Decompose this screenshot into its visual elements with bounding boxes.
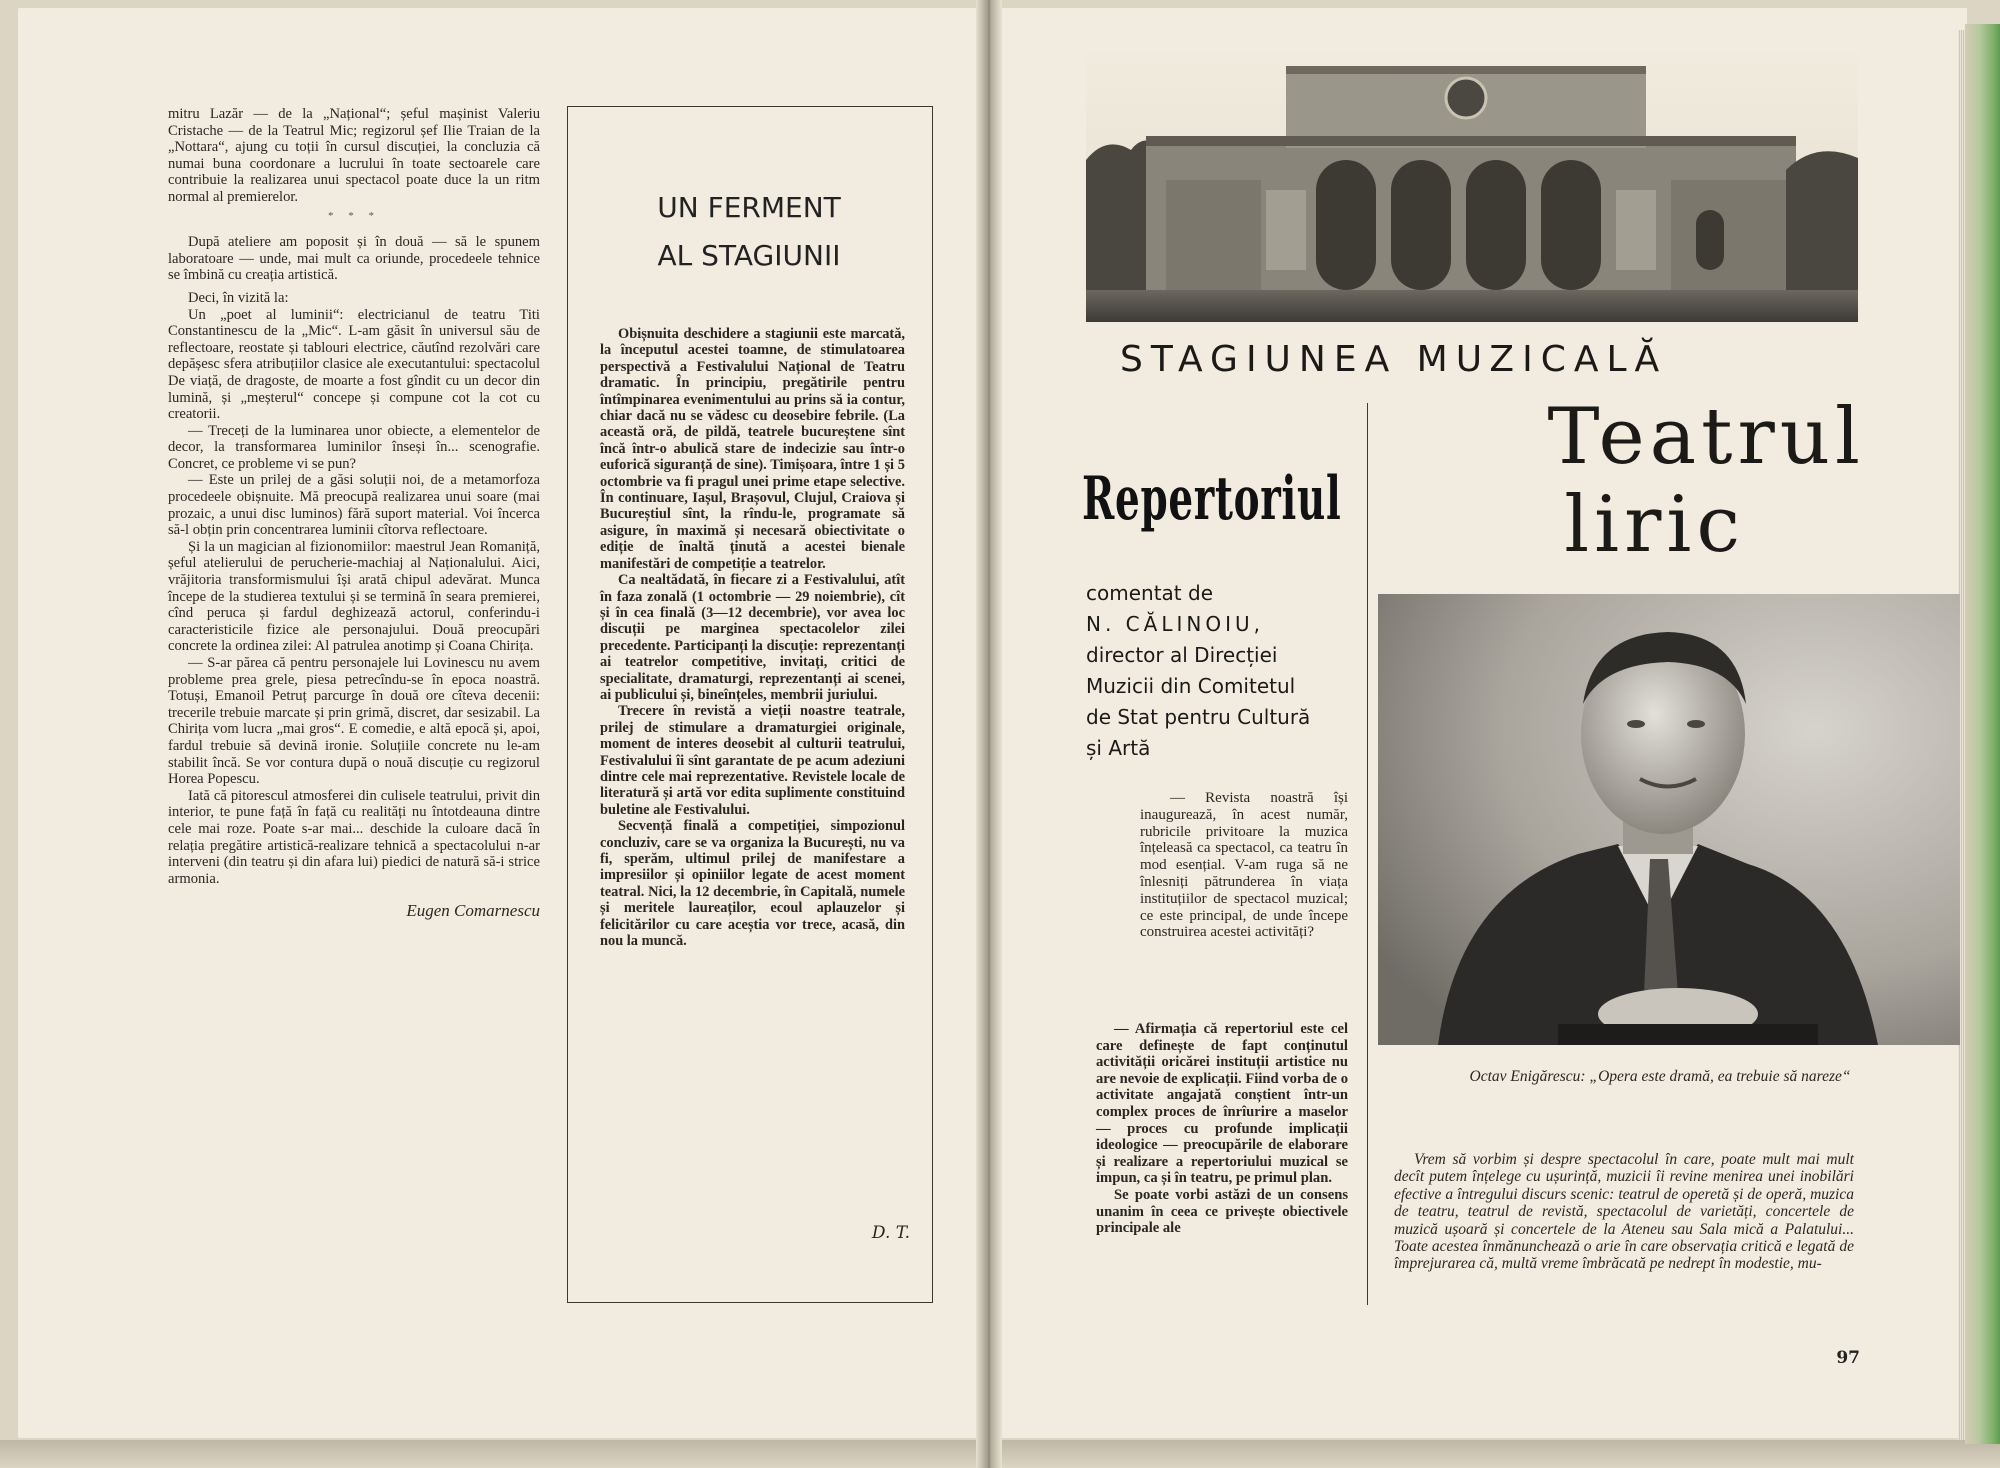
sidebar-signature: D. T. [871, 1223, 910, 1243]
sidebar-text [600, 326, 905, 949]
title-line2: liric [1564, 480, 1745, 570]
byline-line: de Stat pentru Cultură [1086, 705, 1311, 729]
paragraph: — Este un prilej de a găsi soluții noi, de a metamorfoza procedeele obișnuite. Mă preocupă realizarea unui soare (mai prozaic, a unui disc luminos) fără suport material. Voi încerca să-l obțin prin concentrarea luminii cîtorva reflectoare. [168, 472, 540, 539]
column-divider [1367, 403, 1368, 1305]
paragraph: — Afirmația că repertoriul este cel care definește de fapt conținutul activității oricărei instituții artistice nu are nevoie de explicații. Fiind vorba de o activitate angajată conștient într-un complex proces de înrîurire a maselor — proces cu profunde implicații ideologice — preocupările de elaborare și realizare a repertoriului muzical se impun, ca și în teatru, pe primul plan. [1096, 1021, 1348, 1187]
theatre-building-photo [1086, 40, 1858, 322]
paragraph: Obișnuita deschidere a stagiunii este marcată, la începutul acestei toamne, de stimulatoarea perspectivă a Festivalului Național de Teatru dramatic. În principiu, pregătirile pentru întîmpinarea evenimentului au prins să ia contur, chiar dacă nu se vădesc cu deosebire febrile. (La această oră, de pildă, teatrele bucureștene sînt încă într-o abulică stare de indecizie sau într-o euforică siguranță de sine). Timișoara, între 1 și 5 octombrie va fi pragul unei prime etape selective. În continuare, Iașul, Brașovul, Clujul, Craiova și Bucureștiul sînt, la rîndu-le, programate să asigure, în maximă și necesară obiectivitate o ediție de înaltă ținută a acestei bienale manifestări de competiție a teatrelor. [600, 326, 905, 572]
byline [1086, 578, 1366, 764]
byline-line: director al Direcției [1086, 643, 1278, 667]
sidebar-title-line1: UN FERMENT [657, 191, 841, 224]
paragraph: După ateliere am poposit și în două — să le spunem laboratoare — unde, mai mult ca oriunde, procedeele tehnice se îmbină cu creația artistică. [168, 234, 540, 284]
paragraph: Deci, în vizită la: [188, 289, 289, 306]
byline-line: Muzicii din Comitetul [1086, 674, 1296, 698]
section-kicker: STAGIUNEA MUZICALĂ [1120, 339, 1668, 380]
author-signature: Eugen Comarnescu [406, 901, 540, 921]
paragraph: Un „poet al luminii“: electricianul de teatru Titi Constantinescu de la „Mic“. L-am găsit în universul său de reflectoare, reostate și tablouri electrice, căutînd rezolvări care depășesc sfera atribuțiilor clasice ale executantului: spectacolul De viață, de dragoste, de moarte a fost gîndit cu un decor din lumină, și „meșterul“ concepe și compune cot la cot cu creatorii. [168, 306, 540, 423]
book-cover-edge [1965, 24, 2000, 1444]
portrait-photo [1378, 594, 1960, 1045]
interview-question [1140, 790, 1348, 941]
book-spine [976, 0, 1002, 1468]
paragraph: Vrem să vorbim și despre spectacolul în care, poate mult mai mult decît putem înțelege cu ușurință, muzicii îi revine menirea unei inobilări efective a întregului discurs scenic: teatrul de operetă și de operă, muzica de teatru, teatrul de revistă, spectacolul de varietăți, concertele de muzică ușoară și concertele de la Ateneu sau Sala mică a Palatului... Toate acestea înmănunchează o arie în care observația critică e legată de împrejurarea că, multă vreme îmbrăcată pe nedrept în modestie, mu- [1394, 1151, 1854, 1273]
paragraph: Trecere în revistă a vieții noastre teatrale, prilej de stimulare a dramaturgiei originale, moment de interes deosebit al culturii teatrului, Festivalului îi sînt garantate de pe acum adeziuni dintre cele mai reprezentative. Revistele locale de literatură și artă vor edita suplimente constituind buletine ale Festivalului. [600, 703, 905, 818]
paragraph: — S-ar părea că pentru personajele lui Lovinescu nu avem probleme prea grele, piesa petrecîndu-se în epoca noastră. Totuși, Emanoil Petruț parcurge în două ore cîteva decenii: trecerile trebuie marcate și prin grimă, discret, dar sesizabil. La Chirița vom lucra „mai gros“. E comedie, e altă epocă și, apoi, fardul trebuie să devină ironie. Soluțiile concrete nu le-am stabilit încă. Se vor contura după o nouă discuție cu regizorul Horea Popescu. [168, 655, 540, 788]
section-separator: * * * [328, 209, 380, 222]
italic-article-column [1394, 1151, 1854, 1273]
paragraph: Și la un magician al fizionomiilor: maestrul Jean Romaniță, șeful atelierului de perucherie-machiaj al Naționalului. Aici, vrăjitoria transformismului își arată chipul adevărat. Munca începe de la studierea textului și se termină în seara premierei, cînd peruca și fardul deghizează actorul, conferindu-i caracteristicile fizice ale personajului. Două preocupări concrete la ordinea zilei: Al patrulea anotimp și Coana Chirița. [168, 538, 540, 655]
photo-caption: Octav Enigărescu: „Opera este dramă, ea trebuie să nareze“ [1469, 1068, 1851, 1085]
left-article-column [168, 106, 540, 920]
paragraph: — Revista noastră își inaugurează, în acest număr, rubricile privitoare la muzica înțeleasă ca spectacol, ca teatru în mod esențial. V-am ruga să ne înlesniți pătrunderea în viața instituțiilor de spectacol muzical; ce este principal, de unde începe construirea acestei activități? [1140, 790, 1348, 941]
paragraph: mitru Lazăr — de la „Național“; șeful mașinist Valeriu Cristache — de la Teatrul Mic; regizorul șef Ilie Traian de la „Nottara“, ajung cu toții în cursul discuției, la concluzia că numai buna coordonare a lucrului în toate sectoarele care contribuie la realizarea unui spectacol poate duce la un ritm normal al premierelor. [168, 106, 540, 205]
sidebar-title [567, 184, 931, 280]
interview-answer [1096, 1021, 1348, 1237]
paragraph: — Treceți de la luminarea unor obiecte, a elementelor de decor, la transformarea luminilor înseși în... scenografie. Concret, ce probleme vi se pun? [168, 422, 540, 472]
page-number: 97 [1836, 1348, 1860, 1368]
paragraph: Secvență finală a competiției, simpozionul concluziv, care se va organiza la București, nu va fi, sperăm, ultimul prilej de manifestare a impresiilor și opiniilor legate de acest moment teatral. Nici, la 12 decembrie, în Capitală, numele și meritele laureaților, ecoul aplauzelor și felicitărilor cu care aceștia vor trece, acasă, din nou la muncă. [600, 818, 905, 950]
article-main-title [1505, 393, 1865, 569]
title-line1: Teatrul [1547, 392, 1865, 482]
sidebar-title-line2: AL STAGIUNII [657, 239, 841, 272]
paragraph: Ca nealtădată, în fiecare zi a Festivalului, atît în faza zonală (1 octombrie — 29 noiembrie), cît și în cea finală (3—12 decembrie), vor avea loc discuții pe marginea spectacolelor zilei precedente. Participanți la discuție: reprezentanți ai teatrelor competitive, invitați, critici de specialitate, dramaturgi, reprezentanți ai scenei, ai publicului și, bineînțeles, membrii juriului. [600, 572, 905, 703]
byline-line: și Artă [1086, 736, 1151, 760]
paragraph: Iată că pitorescul atmosferei din culisele teatrului, privit din interior, te pune față în față cu realități nu întotdeauna dintre cele mai roze. Poate s-ar mai... deschide la culoare dacă în relația pregătire artistică-realizare tehnică a spectacolului n-ar interveni (din teatru și din afara lui) piedici de natură să-i strice armonia. [168, 787, 540, 887]
article-title: Repertoriul [1082, 464, 1342, 534]
byline-line: comentat de [1086, 581, 1213, 605]
paragraph: Se poate vorbi astăzi de un consens unanim în ceea ce privește obiectivele principale ale [1096, 1186, 1348, 1237]
byline-author: N. CĂLINOIU, [1086, 612, 1264, 636]
